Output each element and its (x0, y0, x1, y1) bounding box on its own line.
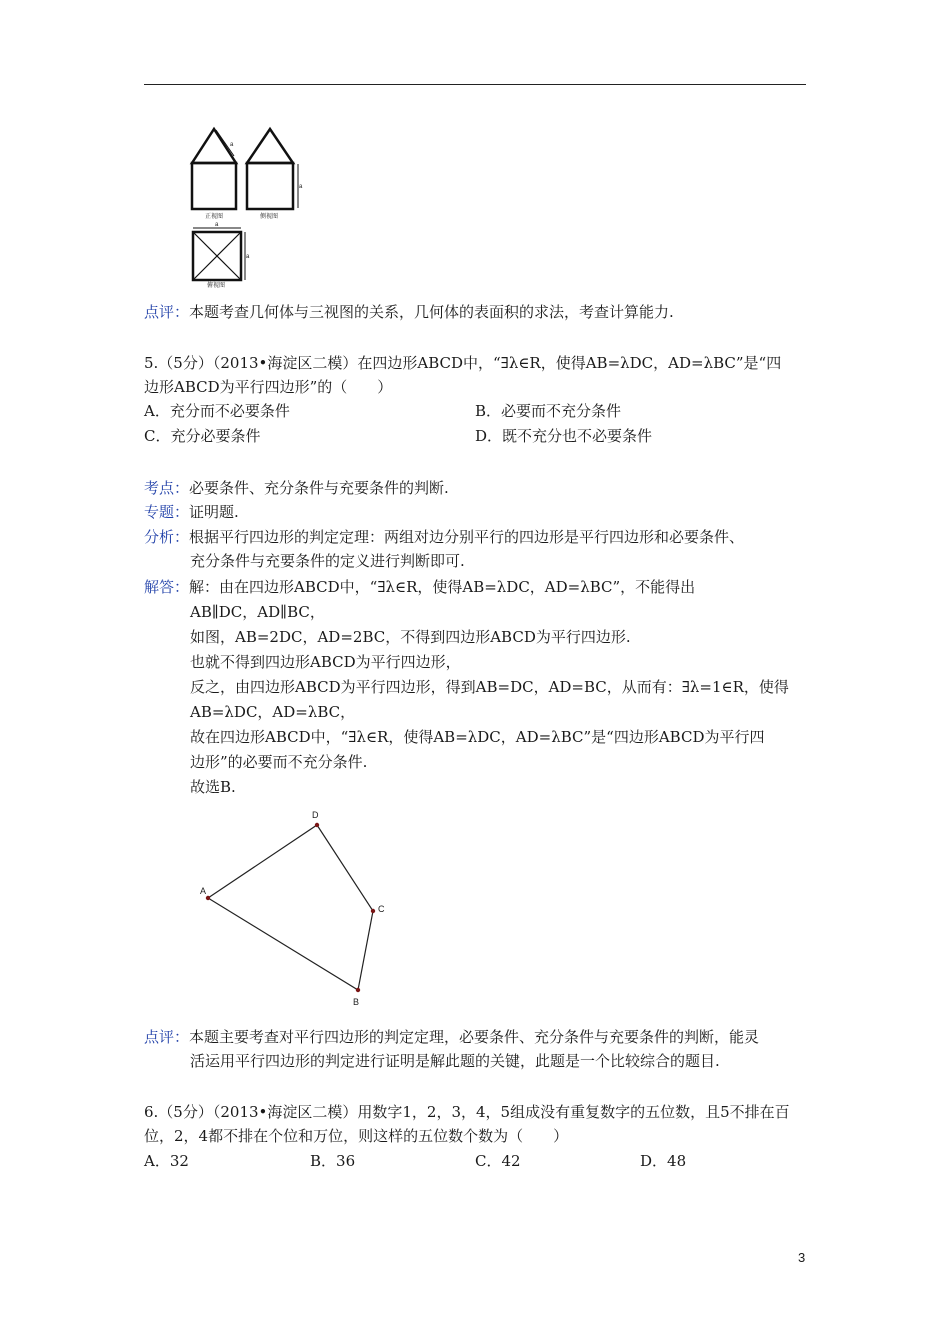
q6-option-b: B．36 (310, 1152, 356, 1170)
fenxi-label: 分析： (144, 528, 190, 546)
q5-kaodian (144, 478, 449, 498)
q5-option-d: D．既不充分也不必要条件 (475, 427, 653, 445)
header-rule (144, 84, 806, 85)
jieda-line: 故选B. (190, 778, 236, 796)
q5-fenxi-line2: 充分条件与充要条件的定义进行判断即可. (190, 552, 465, 570)
dim-label: a (299, 184, 303, 190)
vertex-label-c: C (378, 904, 385, 914)
zhuanti-text: 证明题. (189, 503, 239, 521)
q5-review-line2: 活运用平行四边形的判定进行证明是解此题的关键，此题是一个比较综合的题目. (190, 1052, 720, 1070)
top-view-label: 俯视图 (207, 283, 226, 288)
q6-option-d: D．48 (640, 1152, 687, 1170)
q5-fenxi (144, 527, 744, 547)
kaodian-label: 考点： (144, 479, 190, 497)
top-view (193, 228, 245, 280)
jieda-line: AB=λDC，AD=λBC， (190, 703, 356, 721)
review-text: 本题考查几何体与三视图的关系，几何体的表面积的求法，考查计算能力. (189, 303, 674, 321)
q5-zhuanti (144, 502, 239, 522)
front-view (192, 129, 236, 209)
q6-option-c: C．42 (475, 1152, 521, 1170)
side-view-label: 侧视图 (260, 214, 279, 220)
jieda-line: 反之，由四边形ABCD为平行四边形，得到AB=DC，AD=BC，从而有：∃λ=1∈R，使得 (190, 678, 789, 696)
q5-stem-line2: 边形ABCD为平行四边形”的（ ） (144, 378, 393, 396)
q5-stem-line1: 5.（5分）（2013•海淀区二模）在四边形ABCD中，“∃λ∈R，使得AB=λDC，AD=λBC”是“四 (144, 354, 782, 372)
q5-review (144, 1027, 759, 1047)
fenxi-text: 根据平行四边形的判定定理：两组对边分别平行的四边形是平行四边形和必要条件、 (189, 528, 745, 546)
jieda-label: 解答： (144, 578, 190, 596)
front-view-label: 正视图 (205, 214, 224, 220)
page-number: 3 (798, 1250, 806, 1265)
vertex-label-a: A (200, 886, 207, 896)
q6-stem-line2: 位，2，4都不排在个位和万位，则这样的五位数个数为（ ） (144, 1127, 569, 1145)
jieda-text: 解：由在四边形ABCD中，“∃λ∈R，使得AB=λDC，AD=λBC”，不能得出 (189, 578, 696, 596)
dim-label: a (215, 222, 219, 228)
vertex-label-b: B (353, 997, 360, 1007)
jieda-line: 故在四边形ABCD中，“∃λ∈R，使得AB=λDC，AD=λBC”是“四边形ABCD为平行四 (190, 728, 765, 746)
dim-label: a (246, 254, 250, 260)
jieda-line: 如图，AB=2DC，AD=2BC，不得到四边形ABCD为平行四边形. (190, 628, 631, 646)
jieda-line: 也就不得到四边形ABCD为平行四边形， (190, 653, 461, 671)
review-label: 点评： (144, 303, 190, 321)
q6-option-a: A．32 (144, 1152, 189, 1170)
jieda-line: AB∥DC，AD∥BC， (190, 603, 325, 621)
zhuanti-label: 专题： (144, 503, 190, 521)
q4-review (144, 302, 674, 322)
q5-option-a: A．充分而不必要条件 (144, 402, 290, 420)
review-label: 点评： (144, 1028, 190, 1046)
review-text: 本题主要考查对平行四边形的判定定理，必要条件、充分条件与充要条件的判断，能灵 (189, 1028, 760, 1046)
q6-stem-line1: 6.（5分）（2013•海淀区二模）用数字1，2，3，4，5组成没有重复数字的五位数，且5不排在百 (144, 1103, 790, 1121)
q5-option-b: B．必要而不充分条件 (475, 402, 622, 420)
q5-jieda (144, 577, 695, 597)
three-view-figure (186, 126, 306, 288)
quadrilateral-figure (195, 805, 395, 1015)
kaodian-text: 必要条件、充分条件与充要条件的判断. (189, 479, 449, 497)
vertex-label-d: D (312, 810, 319, 820)
q5-option-c: C．充分必要条件 (144, 427, 261, 445)
dim-label: a (230, 142, 234, 148)
side-view (247, 129, 298, 209)
jieda-line: 边形”的必要而不充分条件. (190, 753, 368, 771)
